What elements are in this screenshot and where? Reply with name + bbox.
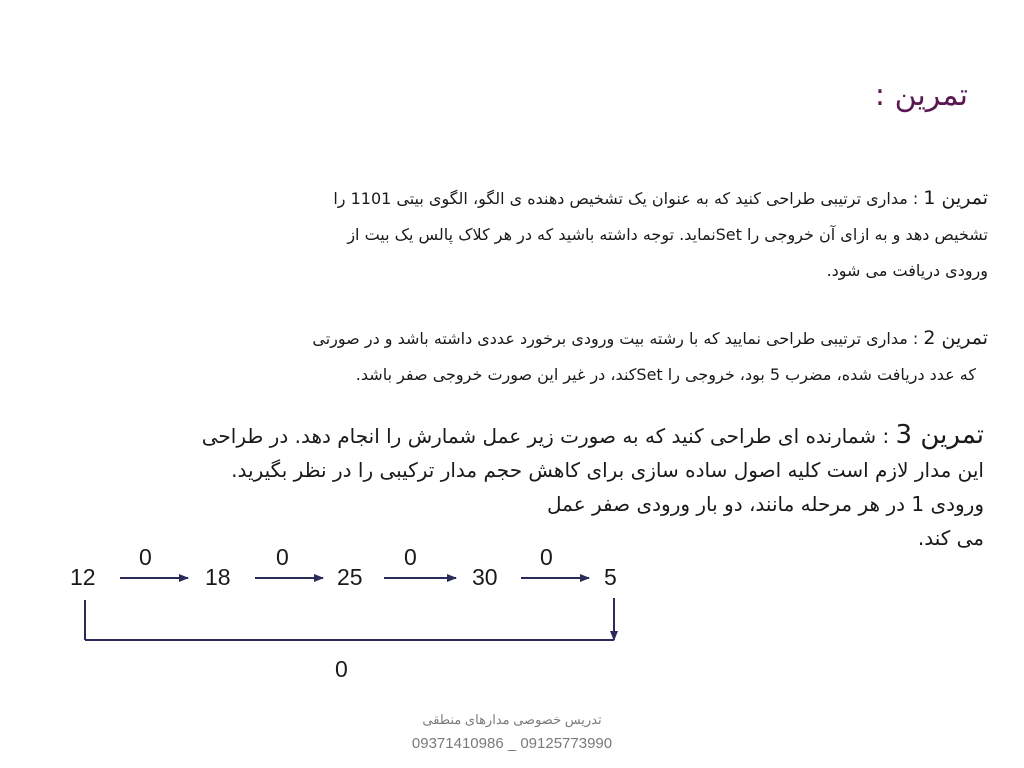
exercise-1-line-3: ورودی دریافت می شود. bbox=[826, 261, 988, 280]
state-12: 12 bbox=[70, 564, 96, 590]
state-18: 18 bbox=[205, 564, 231, 590]
slide-title: تمرین : bbox=[874, 78, 968, 113]
exercise-3-line-3: ورودی 1 در هر مرحله مانند، دو بار ورودی صفر عمل bbox=[546, 492, 984, 516]
input-label-3: 0 bbox=[404, 544, 417, 570]
exercise-3-line-2: این مدار لازم است کلیه اصول ساده سازی برای کاهش حجم مدار ترکیبی را در نظر بگیرید. bbox=[231, 458, 984, 482]
exercise-1: تمرین 1 : مداری ترتیبی طراحی کنید که به عنوان یک تشخیص دهنده ی الگو، الگوی بیتی 1101 را تشخیص دهد و به ازای آن خروجی را Setنماید. توجه داشته باشید که در هر کلاک پالس یک بیت از ورودی دریافت می شود. bbox=[333, 187, 988, 280]
exercise-1-line-2: تشخیص دهد و به ازای آن خروجی را Setنماید. توجه داشته باشید که در هر کلاک پالس یک بیت از bbox=[347, 225, 988, 244]
exercise-1-label: تمرین 1 bbox=[923, 187, 988, 209]
state-25: 25 bbox=[337, 564, 363, 590]
exercise-2-line-2: که عدد دریافت شده، مضرب 5 بود، خروجی را Setکند، در غیر این صورت خروجی صفر باشد. bbox=[355, 365, 976, 384]
state-30: 30 bbox=[472, 564, 498, 590]
exercise-2-label: تمرین 2 bbox=[923, 327, 988, 349]
input-label-1: 0 bbox=[139, 544, 152, 570]
state-5: 5 bbox=[604, 564, 617, 590]
footer-phone: 09371410986 _ 09125773990 bbox=[411, 735, 613, 752]
exercise-3-line-1: شمارنده ای طراحی کنید که به صورت زیر عمل شمارش را انجام دهد. در طراحی bbox=[201, 424, 877, 448]
exercise-3-label: تمرین 3 bbox=[895, 420, 984, 450]
exercise-2: تمرین 2 : مداری ترتیبی طراحی نمایید که با رشته بیت ورودی برخورد عددی داشته باشد و در صورتی که عدد دریافت شده، مضرب 5 بود، خروجی را Setکند، در غیر این صورت خروجی صفر باشد. bbox=[188, 320, 988, 393]
footer-title: تدریس خصوصی مدارهای منطقی bbox=[422, 712, 602, 727]
exercise-1-line-1: مداری ترتیبی طراحی کنید که به عنوان یک تشخیص دهنده ی الگو، الگوی بیتی 1101 را bbox=[333, 189, 908, 208]
input-label-4: 0 bbox=[540, 544, 553, 570]
input-label-2: 0 bbox=[276, 544, 289, 570]
return-input-label: 0 bbox=[335, 656, 348, 682]
exercise-2-line-1: مداری ترتیبی طراحی نمایید که با رشته بیت ورودی برخورد عددی داشته باشد و در صورتی bbox=[312, 329, 908, 348]
exercise-3: تمرین 3 : شمارنده ای طراحی کنید که به صورت زیر عمل شمارش را انجام دهد. در طراحی این مدار لازم است کلیه اصول ساده سازی برای کاهش حجم مدار ترکیبی را در نظر بگیرید. ورودی 1 در هر مرحله مانند، دو بار ورودی صفر عمل می کند. bbox=[201, 420, 984, 550]
exercise-3-line-4: می کند. bbox=[917, 526, 984, 550]
